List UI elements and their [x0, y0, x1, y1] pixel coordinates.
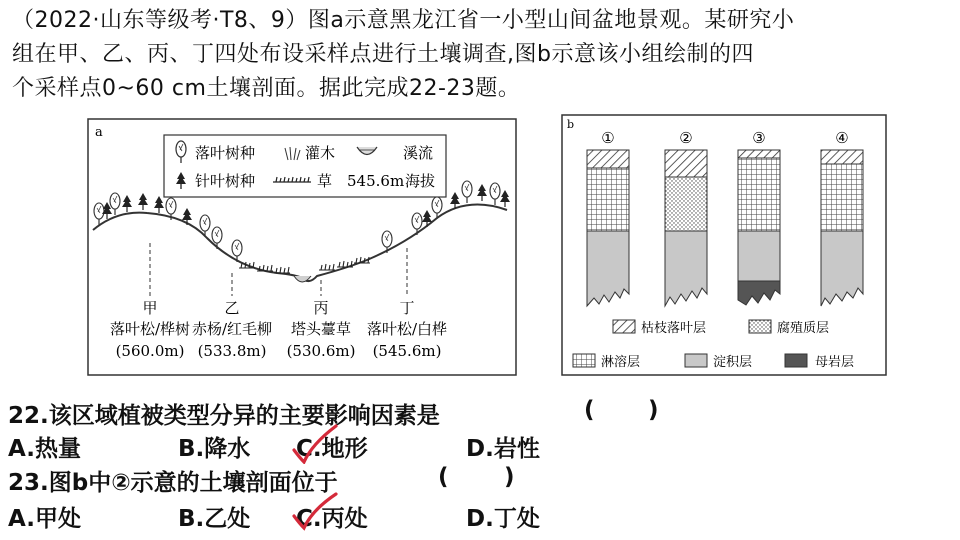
site-yi-elevation: (533.8m) — [197, 342, 267, 360]
legend-coniferous: 针叶树种 — [195, 172, 256, 190]
question-23-stem: 23.图b中②示意的土壤剖面位于 — [8, 470, 338, 496]
q23-check-mark-icon — [290, 492, 342, 532]
soil-column-3 — [738, 150, 780, 305]
legend-humus: 腐殖质层 — [777, 321, 830, 336]
figure-a-landscape — [87, 118, 517, 376]
legend-leaching: 淋溶层 — [601, 355, 641, 370]
question-23 — [8, 464, 338, 497]
figure-b-panel-label: b — [567, 118, 575, 131]
site-bing-elevation: (530.6m) — [286, 342, 356, 360]
q22-option-d[interactable]: D.岩性 — [466, 436, 540, 462]
site-jia-vegetation: 落叶松/桦树 — [109, 320, 191, 338]
column-1-label: ① — [601, 129, 615, 147]
legend-grass: 草 — [317, 172, 333, 190]
legend-deciduous: 落叶树种 — [195, 144, 256, 162]
question-22-bracket-right: ) — [648, 397, 659, 423]
legend-shrub: 灌木 — [305, 144, 336, 162]
legend-humus-swatch — [749, 320, 771, 333]
q23-option-a[interactable]: A.甲处 — [8, 506, 81, 532]
legend-bedrock: 母岩层 — [815, 355, 855, 370]
legend-illuvial: 淀积层 — [713, 355, 753, 370]
q23-option-d[interactable]: D.丁处 — [466, 506, 540, 532]
question-intro — [12, 4, 952, 106]
soil-column-2 — [665, 150, 707, 306]
question-22-bracket-left: ( — [584, 397, 595, 423]
legend-elevation-sample: 545.6m — [347, 172, 405, 190]
legend-bedrock-swatch — [785, 354, 807, 367]
site-yi-name: 乙 — [224, 299, 240, 317]
site-ding-name: 丁 — [399, 299, 415, 317]
soil-column-4 — [821, 150, 863, 306]
site-jia-elevation: (560.0m) — [115, 342, 185, 360]
legend-litter-swatch — [613, 320, 635, 333]
legend-leaching-swatch — [573, 354, 595, 367]
intro-line-1: （2022·山东等级考·T8、9）图a示意黑龙江省一小型山间盆地景观。某研究小 — [12, 8, 795, 33]
site-ding-elevation: (545.6m) — [372, 342, 442, 360]
q22-option-c[interactable]: C.地形 — [296, 436, 368, 462]
site-bing-name: 丙 — [313, 299, 329, 317]
column-4-label: ④ — [835, 129, 849, 147]
question-22 — [8, 397, 440, 430]
question-23-bracket-right: ) — [504, 464, 515, 490]
figure-b-svg — [561, 114, 887, 376]
legend-stream: 溪流 — [403, 144, 434, 162]
q23-option-b[interactable]: B.乙处 — [178, 506, 251, 532]
q22-option-a[interactable]: A.热量 — [8, 436, 81, 462]
site-jia-name: 甲 — [142, 299, 158, 317]
question-22-stem: 22.该区域植被类型分异的主要影响因素是 — [8, 403, 440, 429]
site-yi-vegetation: 赤杨/红毛柳 — [191, 320, 273, 338]
q22-check-mark-icon — [290, 424, 342, 464]
legend-illuvial-swatch — [685, 354, 707, 367]
q22-option-b[interactable]: B.降水 — [178, 436, 251, 462]
question-23-bracket-left: ( — [438, 464, 449, 490]
figure-a-panel-label: a — [95, 125, 103, 140]
column-2-label: ② — [679, 129, 693, 147]
soil-column-1 — [587, 150, 629, 306]
column-3-label: ③ — [752, 129, 766, 147]
site-ding-vegetation: 落叶松/白桦 — [366, 320, 448, 338]
figure-b-soil-profiles — [561, 114, 887, 376]
site-bing-vegetation: 塔头薹草 — [290, 320, 352, 338]
figure-a-svg — [87, 118, 517, 376]
legend-elevation-label: 海拔 — [405, 172, 436, 190]
intro-line-2: 组在甲、乙、丙、丁四处布设采样点进行土壤调查,图b示意该小组绘制的四 — [12, 42, 754, 67]
intro-line-3: 个采样点0~60 cm土壤剖面。据此完成22-23题。 — [12, 76, 521, 101]
legend-litter: 枯枝落叶层 — [641, 321, 707, 336]
q23-option-c[interactable]: C.丙处 — [296, 506, 368, 532]
